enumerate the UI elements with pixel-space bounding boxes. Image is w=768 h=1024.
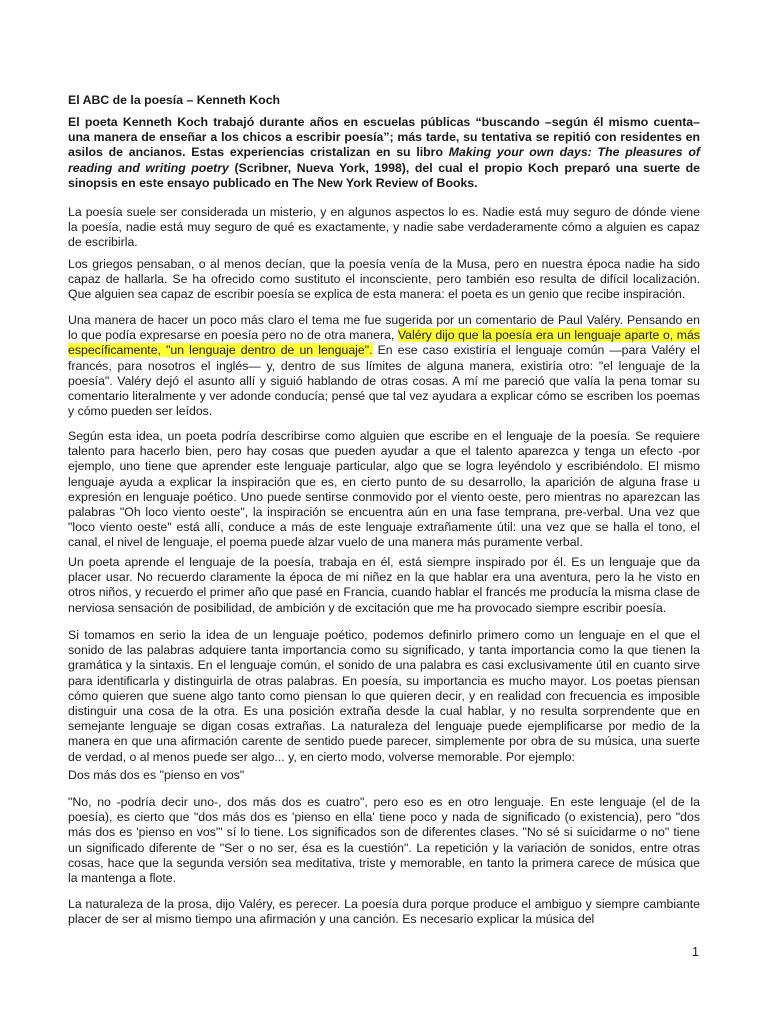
paragraph-4: Según esta idea, un poeta podría describirse como alguien que escribe en el lenguaje de la poesía. Se requiere talento para hacerlo bien, pero hay cosas que pueden ayudar a que el talento aparezca y tenga un efecto -por ejemplo, uno tiene que aprender este lenguaje particular, algo que se logra leyéndolo y escribiéndolo. El mismo lenguaje ayuda a explicar la inspiración que es, en cierto punto de su desarrollo, la aparición de alguna frase u expresión en lenguaje poético. Uno puede sentirse conmovido por el viento oeste, pero mientras no aparezcan las palabras "Oh loco viento oeste", la inspiración se encuentra aún en una fase temprana, pre-verbal. Una vez que "loco viento oeste" está allí, conduce a más de este lenguaje extrañamente útil: una vez que se halla el tono, el canal, el nivel de lenguaje, el poema puede alzar vuelo de una manera más puramente verbal. [68,429,700,550]
paragraph-1: La poesía suele ser considerada un misterio, y en algunos aspectos lo es. Nadie está muy seguro de dónde viene la poesía, nadie está muy seguro de qué es exactamente, y nadie sabe verdaderamente cómo a alguien es capaz de escribirla. [68,205,700,250]
paragraph-5: Un poeta aprende el lenguaje de la poesía, trabaja en él, está siempre inspirado por él. Es un lenguaje que da placer usar. No recuerdo claramente la época de mi niñez en la que hablar era una aventura, pero la he visto en otros niños, y recuerdo el primer año que pasé en Francia, cuando hablar el francés me producía la misma clase de nerviosa sensación de posibilidad, de ambición y de excitación que me ha provocado siempre escribir poesía. [68,555,700,615]
example-line: Dos más dos es "pienso en vos" [68,768,245,782]
paragraph-3 [68,313,700,419]
paragraph-2: Los griegos pensaban, o al menos decían, que la poesía venía de la Musa, pero en nuestra época nadie ha sido capaz de hallarla. Se ha ofrecido como sustituto el inconsciente, pero también eso resulta de difícil localización. Que alguien sea capaz de escribir poesía se explica de esta manera: el poeta es un genio que recibe inspiración. [68,257,700,302]
paragraph-3-before: Una manera de hacer un poco más claro el tema me fue sugerida por un comentario de Paul Valéry. Pensando en lo que podía expresarse en poesía pero no de otra manera, [68,313,700,343]
intro-text-part2: (Scribner, Nueva York, 1998), del cual el propio Koch preparó una suerte de sinopsis en este ensayo publicado en The New York Review of Books. [68,160,700,190]
highlighted-quote: Valéry dijo que la poesía era un lenguaje aparte o, más específicamente, "un lenguaje dentro de un lenguaje". [68,328,701,358]
page-number: 1 [692,945,699,959]
intro-paragraph [68,115,700,191]
document-title: El ABC de la poesía – Kenneth Koch [68,93,281,107]
paragraph-8: "No, no -podría decir uno-, dos más dos es cuatro", pero eso es en otro lenguaje. En este lenguaje (el de la poesía), es cierto que "dos más dos es 'pienso en ella' tiene poco y nada de significado (o existencia), pero "dos más dos es 'pienso en vos'" sí lo tiene. Los significados son de diferentes clases. "No sé si suicidarme o no" tiene un significado diferente de "Ser o no ser, ésa es la cuestión". La repetición y la variación de sonidos, entre otras cosas, hace que la segunda versión sea meditativa, triste y memorable, en tanto la primera carece de música que la mantenga a flote. [68,795,700,886]
intro-text-part1: El poeta Kenneth Koch trabajó durante años en escuelas públicas “buscando –según él mismo cuenta– una manera de enseñar a los chicos a escribir poesía”; más tarde, su tentativa se repitió con residentes en asilos de ancianos. Estas experiencias cristalizan en su libro [68,115,700,160]
book-title: Making your own days: The pleasures of reading and writing poetry [68,145,700,175]
paragraph-6: Si tomamos en serio la idea de un lenguaje poético, podemos definirlo primero como un lenguaje en el que el sonido de las palabras adquiere tanta importancia como su significado, y tanta importancia como la que tienen la gramática y la sintaxis. En el lenguaje común, el sonido de una palabra es casi exclusivamente útil en cuanto sirve para identificarla y distinguirla de otras palabras. En poesía, su importancia es mucho mayor. Los poetas piensan cómo quieren que suene algo tanto como piensan lo que quieren decir, y en realidad con frecuencia es imposible distinguir una cosa de la otra. Es una posición extraña desde la cual hablar, y no resulta sorprendente que en semejante lenguaje se digan cosas extrañas. La naturaleza del lenguaje puede ejemplificarse por medio de la manera en que una afirmación carente de sentido puede parecer, simplemente por obra de su música, una suerte de verdad, o al menos puede ser algo... y, en cierto modo, volverse memorable. Por ejemplo: [68,628,700,764]
paragraph-9: La naturaleza de la prosa, dijo Valéry, es perecer. La poesía dura porque produce el ambiguo y siempre cambiante placer de ser al mismo tiempo una afirmación y una canción. Es necesario explicar la música del [68,897,700,927]
paragraph-3-after: En ese caso existiría el lenguaje común —para Valéry el francés, para nosotros el inglés— y, dentro de sus límites de alguna manera, existiría otro: "el lenguaje de la poesía". Valéry dejó el asunto allí y siguió hablando de otras cosas. A mí me pareció que valía la pena tomar su comentario literalmente y ver adonde conducía; pensé que tal vez ayudara a explicar cómo se escriben los poemas y cómo pueden ser leídos. [68,343,700,419]
